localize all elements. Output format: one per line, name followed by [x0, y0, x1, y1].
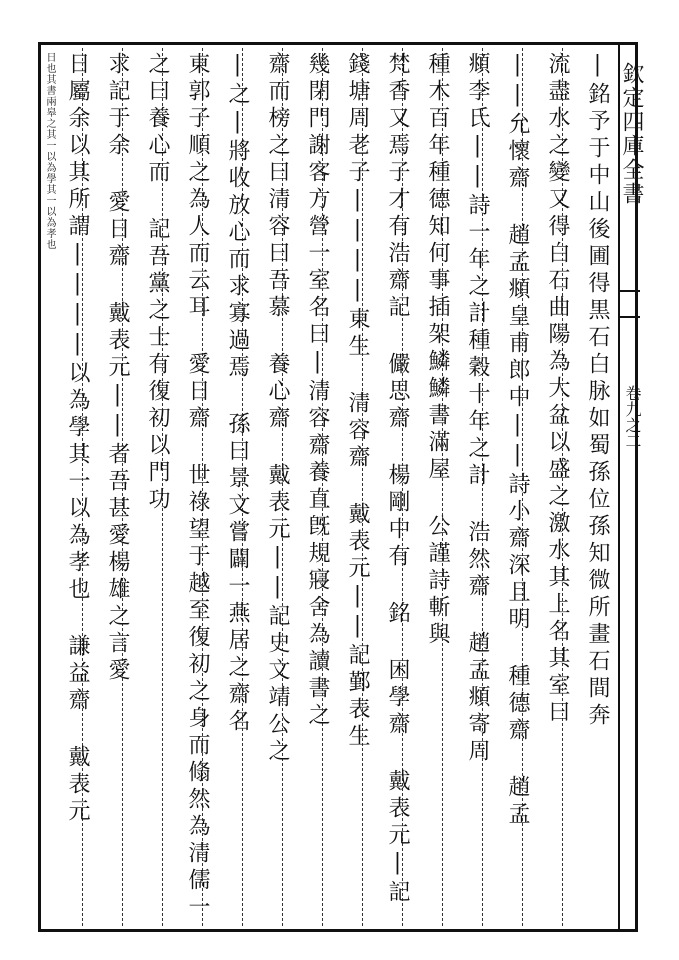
text-column: 種木百年種德知何事插架鱗鱗書滿屋 公謹詩斬與: [425, 52, 450, 649]
text-column: 日也其書兩皋之其一以為學其一以為孝也: [44, 52, 55, 250]
text-column: ||允懷齋 趙孟頫皇甫郎中||詩小齋深且明 種德齋 趙孟: [505, 52, 530, 829]
chapter-label: 卷九之二: [623, 385, 642, 449]
text-column: 之曰養心而 記吾黨之士有復初以門功: [145, 52, 170, 514]
text-column: 頫李氏||詩一年之計種穀十年之計 浩然齋 趙孟頫寄周: [465, 52, 490, 766]
text-column: |銘予于中山後圃得黒石白脉如蜀孫位孫知微所畫石間奔: [585, 52, 610, 730]
text-column: 幾閉門謝客方營一室名曰|清容齋養直旣規寢舍為讀書之: [305, 52, 330, 730]
fishtail-mark: [620, 290, 640, 318]
text-column: 梵香又焉子才有浩齋記 儼思齋 楊剛中有 銘 困學齋 戴表元|記: [385, 52, 410, 907]
text-column: |之|將收放心而求寡過焉 孫曰景文嘗闢一燕居之齋名: [225, 52, 250, 736]
text-column: 齋而榜之曰清容曰吾慕 養心齋 戴表元||記史文靖公之: [265, 52, 290, 766]
text-column: 日屬余以其所謂||||以為學其一以為孝也 謙益齋 戴表元: [65, 52, 90, 826]
text-column: 東郭子順之為人而云耳 愛日齋 世祿望于越至復初之身而翛然為清儒一: [185, 52, 210, 922]
text-column: 錢塘周老子||||東生 清容齋 戴表元||記鄞表生: [345, 52, 370, 751]
book-title: 欽定四庫全書: [619, 62, 644, 206]
text-column: 流盡水之變又得白石曲陽為大盆以盛之激水其上名其室曰: [545, 52, 570, 727]
text-column: 求記于余 愛日齋 戴表元||者吾甚愛楊雄之言愛: [105, 52, 130, 685]
